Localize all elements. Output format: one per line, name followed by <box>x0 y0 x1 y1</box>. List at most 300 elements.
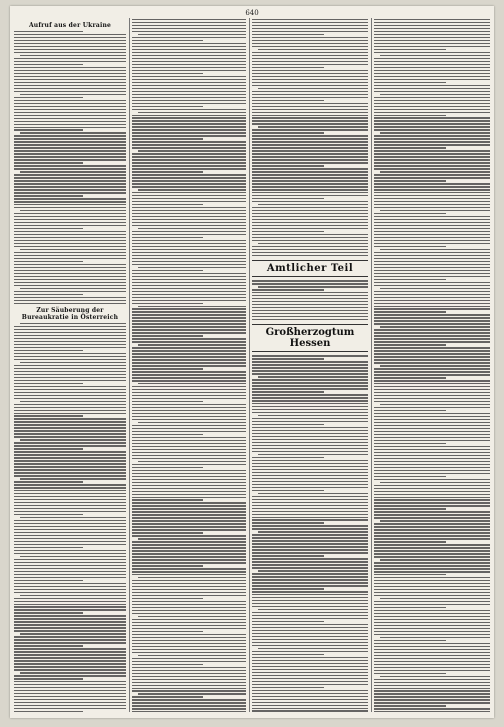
text-line <box>252 109 368 110</box>
text-line <box>252 234 368 235</box>
text-line <box>14 559 126 560</box>
text-line <box>374 589 490 590</box>
text-line <box>14 231 126 232</box>
text-line <box>132 28 246 29</box>
text-line <box>252 117 368 118</box>
text-line <box>14 615 126 616</box>
text-line <box>252 549 368 550</box>
text-line <box>252 91 368 92</box>
text-line <box>374 141 490 142</box>
text-line <box>252 475 368 476</box>
text-line <box>132 240 246 241</box>
text-line <box>14 303 126 304</box>
text-line <box>252 502 368 503</box>
text-line <box>132 365 246 366</box>
text-line <box>14 294 83 295</box>
text-line <box>252 246 368 247</box>
text-line <box>132 126 246 127</box>
text-line <box>374 461 490 462</box>
text-line <box>132 43 246 44</box>
text-line <box>14 34 126 35</box>
text-line <box>14 547 83 548</box>
text-line <box>14 553 126 554</box>
text-line <box>252 394 368 395</box>
text-line <box>14 404 126 405</box>
text-line <box>14 380 126 381</box>
text-line <box>132 135 246 136</box>
text-line <box>132 138 203 139</box>
text-line <box>252 693 368 694</box>
text-line <box>252 222 368 223</box>
text-line <box>132 22 246 23</box>
text-line <box>374 574 446 575</box>
text-line <box>374 350 490 351</box>
text-line <box>20 288 126 289</box>
text-line <box>14 690 126 691</box>
text-line <box>14 186 126 187</box>
text-line <box>252 487 368 488</box>
text-line <box>252 301 368 302</box>
text-line <box>14 297 126 298</box>
text-line <box>374 452 490 453</box>
text-line <box>374 699 490 700</box>
text-line <box>132 601 246 602</box>
text-line <box>252 252 368 253</box>
text-line <box>374 661 490 662</box>
text-line <box>132 455 246 456</box>
text-line <box>14 150 126 151</box>
text-line <box>132 437 246 438</box>
text-line <box>252 600 368 601</box>
text-line <box>138 112 246 113</box>
text-line <box>374 640 446 641</box>
text-line <box>14 424 126 425</box>
text-line <box>252 388 368 389</box>
text-line <box>132 300 246 301</box>
article-text <box>14 323 126 712</box>
text-line <box>374 688 490 689</box>
text-line <box>14 711 83 712</box>
text-line <box>138 267 246 268</box>
text-line <box>132 186 246 187</box>
text-line <box>132 120 246 121</box>
text-line <box>252 645 368 646</box>
text-line <box>14 213 126 214</box>
text-line <box>14 577 126 578</box>
text-line <box>252 511 368 512</box>
text-line <box>252 198 324 199</box>
text-line <box>14 413 126 414</box>
text-line <box>252 618 368 619</box>
text-line <box>374 138 490 139</box>
text-line <box>374 556 490 557</box>
text-line <box>374 693 490 694</box>
text-line <box>252 642 368 643</box>
text-line <box>374 198 490 199</box>
text-line <box>374 31 490 32</box>
text-line <box>132 711 246 712</box>
text-line <box>252 186 368 187</box>
text-line <box>374 371 490 372</box>
text-line <box>252 171 368 172</box>
text-line <box>252 58 368 59</box>
text-line <box>132 377 246 378</box>
text-line <box>374 135 490 136</box>
text-line <box>252 603 368 604</box>
text-line <box>374 428 490 429</box>
text-line <box>132 156 246 157</box>
text-line <box>132 380 246 381</box>
text-line <box>374 532 490 533</box>
text-line <box>14 58 126 59</box>
text-line <box>14 481 83 482</box>
text-line <box>132 571 246 572</box>
text-line <box>374 28 490 29</box>
text-line <box>132 213 246 214</box>
text-line <box>132 520 246 521</box>
text-line <box>374 156 490 157</box>
text-line <box>252 660 368 661</box>
text-line <box>14 282 126 283</box>
text-line <box>14 586 126 587</box>
text-line <box>132 171 203 172</box>
text-line <box>252 355 368 356</box>
text-line <box>252 31 368 32</box>
text-line <box>374 476 446 477</box>
text-line <box>374 649 490 650</box>
text-line <box>138 228 246 229</box>
text-line <box>374 344 446 345</box>
text-line <box>14 526 126 527</box>
text-line <box>132 446 246 447</box>
article-text <box>14 31 126 304</box>
text-line <box>374 43 490 44</box>
text-line <box>14 374 126 375</box>
text-line <box>132 297 246 298</box>
text-line <box>252 633 368 634</box>
text-line <box>252 370 368 371</box>
text-line <box>14 442 126 443</box>
text-line <box>380 249 490 250</box>
text-line <box>14 630 126 631</box>
text-line <box>132 371 246 372</box>
text-line <box>252 103 368 104</box>
text-line <box>132 526 246 527</box>
text-line <box>14 64 83 65</box>
text-line <box>374 85 490 86</box>
text-line <box>374 314 490 315</box>
text-line <box>132 491 246 492</box>
text-line <box>252 22 368 23</box>
text-line <box>14 127 126 128</box>
text-line <box>380 482 490 483</box>
text-line <box>14 43 126 44</box>
text-line <box>252 367 368 368</box>
text-line <box>132 204 203 205</box>
text-line <box>14 204 126 205</box>
text-line <box>252 141 368 142</box>
text-line <box>380 365 490 366</box>
text-line <box>132 389 246 390</box>
text-line <box>138 616 246 617</box>
text-line <box>374 73 490 74</box>
text-line <box>132 308 246 309</box>
text-line <box>374 180 446 181</box>
text-line <box>252 361 368 362</box>
text-line <box>374 401 490 402</box>
text-line <box>14 106 126 107</box>
text-line <box>258 204 368 205</box>
text-line <box>374 186 490 187</box>
text-line <box>132 508 246 509</box>
text-line <box>132 628 246 629</box>
text-line <box>132 276 246 277</box>
text-line <box>252 85 368 86</box>
text-line <box>374 79 490 80</box>
text-line <box>132 494 246 495</box>
text-line <box>374 580 490 581</box>
text-line <box>132 291 246 292</box>
text-line <box>374 682 490 683</box>
text-line <box>132 258 246 259</box>
text-line <box>132 79 246 80</box>
text-line <box>14 341 126 342</box>
text-line <box>374 592 490 593</box>
text-line <box>138 150 246 151</box>
text-line <box>258 88 368 89</box>
text-line <box>252 112 368 113</box>
text-line <box>14 466 126 467</box>
text-line <box>132 604 246 605</box>
text-line <box>380 637 490 638</box>
text-line <box>252 522 324 523</box>
text-line <box>374 338 490 339</box>
text-line <box>14 335 126 336</box>
text-line <box>14 285 126 286</box>
text-line <box>374 514 490 515</box>
text-line <box>374 147 446 148</box>
text-line <box>14 496 126 497</box>
text-line <box>374 285 490 286</box>
text-line <box>14 135 126 136</box>
text-line <box>132 341 246 342</box>
text-line <box>20 517 126 518</box>
text-line <box>132 413 246 414</box>
text-line <box>132 303 203 304</box>
text-line <box>380 520 490 521</box>
text-line <box>132 565 203 566</box>
text-line <box>252 46 368 47</box>
text-line <box>14 228 83 229</box>
text-line <box>132 431 246 432</box>
text-line <box>374 329 490 330</box>
text-line <box>132 353 246 354</box>
text-line <box>14 472 126 473</box>
text-line <box>252 540 368 541</box>
article-text <box>252 280 368 320</box>
text-line <box>14 344 126 345</box>
text-line <box>20 210 126 211</box>
headline-austria: Zur Säuberung der Bureaukratie in Österreich <box>21 306 119 321</box>
text-line <box>132 517 246 518</box>
text-line <box>258 609 368 610</box>
text-line <box>14 678 83 679</box>
text-line <box>14 508 126 509</box>
text-line <box>20 401 126 402</box>
text-line <box>252 564 368 565</box>
text-line <box>252 466 368 467</box>
text-line <box>374 634 490 635</box>
text-line <box>374 419 490 420</box>
text-line <box>252 280 368 281</box>
text-line <box>374 88 490 89</box>
text-line <box>252 490 324 491</box>
text-line <box>374 52 490 53</box>
text-line <box>252 663 368 664</box>
text-line <box>132 407 246 408</box>
text-line <box>252 451 368 452</box>
text-line <box>374 407 490 408</box>
text-line <box>252 696 368 697</box>
text-line <box>14 532 126 533</box>
text-line <box>374 22 490 23</box>
text-line <box>20 595 126 596</box>
text-line <box>14 687 126 688</box>
text-line <box>258 570 368 571</box>
text-line <box>132 368 203 369</box>
text-line <box>374 201 490 202</box>
text-line <box>132 234 246 235</box>
text-line <box>132 25 246 26</box>
text-line <box>374 303 490 304</box>
text-line <box>132 613 246 614</box>
text-line <box>252 678 368 679</box>
text-line <box>132 547 246 548</box>
text-line <box>132 514 246 515</box>
text-line <box>14 433 126 434</box>
text-line <box>374 667 490 668</box>
text-line <box>374 341 490 342</box>
text-line <box>374 437 490 438</box>
text-line <box>374 228 490 229</box>
text-line <box>252 237 368 238</box>
text-line <box>14 657 126 658</box>
text-line <box>132 37 246 38</box>
text-line <box>14 138 126 139</box>
text-line <box>132 109 246 110</box>
text-line <box>252 669 368 670</box>
text-line <box>14 550 126 551</box>
text-line <box>374 19 490 20</box>
text-line <box>252 406 368 407</box>
text-line <box>374 177 490 178</box>
text-line <box>252 463 368 464</box>
text-line <box>374 332 490 333</box>
text-line <box>374 464 490 465</box>
text-line <box>132 488 246 489</box>
text-line <box>14 207 126 208</box>
text-line <box>132 458 246 459</box>
text-line <box>14 332 126 333</box>
text-line <box>252 436 368 437</box>
text-line <box>374 673 446 674</box>
text-line <box>138 34 246 35</box>
text-line <box>374 306 490 307</box>
text-line <box>132 583 246 584</box>
text-line <box>252 472 368 473</box>
text-line <box>14 675 126 676</box>
text-line <box>14 338 126 339</box>
text-line <box>14 445 126 446</box>
text-line <box>132 255 246 256</box>
text-line <box>374 162 490 163</box>
text-line <box>132 535 246 536</box>
text-line <box>374 67 490 68</box>
text-line <box>374 655 490 656</box>
text-line <box>374 207 490 208</box>
text-line <box>14 237 126 238</box>
text-line <box>374 237 490 238</box>
text-line <box>258 376 368 377</box>
text-line <box>132 129 246 130</box>
text-line <box>14 407 126 408</box>
text-line <box>252 484 368 485</box>
text-line <box>252 94 368 95</box>
text-line <box>374 458 490 459</box>
text-line <box>132 49 246 50</box>
text-line <box>374 494 490 495</box>
text-line <box>374 112 490 113</box>
text-line <box>14 604 126 605</box>
text-line <box>252 307 368 308</box>
text-line <box>252 699 368 700</box>
text-line <box>258 493 368 494</box>
text-line <box>374 455 490 456</box>
text-line <box>20 249 126 250</box>
text-line <box>374 255 490 256</box>
text-line <box>252 528 368 529</box>
text-line <box>14 651 126 652</box>
text-line <box>138 693 246 694</box>
text-line <box>252 421 368 422</box>
text-line <box>252 34 324 35</box>
text-line <box>20 478 126 479</box>
text-line <box>252 216 368 217</box>
text-line <box>132 502 246 503</box>
text-line <box>132 231 246 232</box>
text-line <box>374 34 490 35</box>
text-line <box>374 115 446 116</box>
text-line <box>374 595 490 596</box>
text-line <box>14 291 126 292</box>
text-line <box>252 499 368 500</box>
text-line <box>138 306 246 307</box>
text-line <box>14 192 126 193</box>
text-line <box>132 625 246 626</box>
text-line <box>14 475 126 476</box>
text-line <box>132 449 246 450</box>
text-line <box>132 440 246 441</box>
text-line <box>14 368 126 369</box>
text-line <box>252 210 368 211</box>
text-line <box>374 117 490 118</box>
text-line <box>252 558 368 559</box>
text-line <box>374 619 490 620</box>
text-line <box>14 252 126 253</box>
text-line <box>132 505 246 506</box>
text-line <box>132 685 246 686</box>
text-line <box>252 684 368 685</box>
